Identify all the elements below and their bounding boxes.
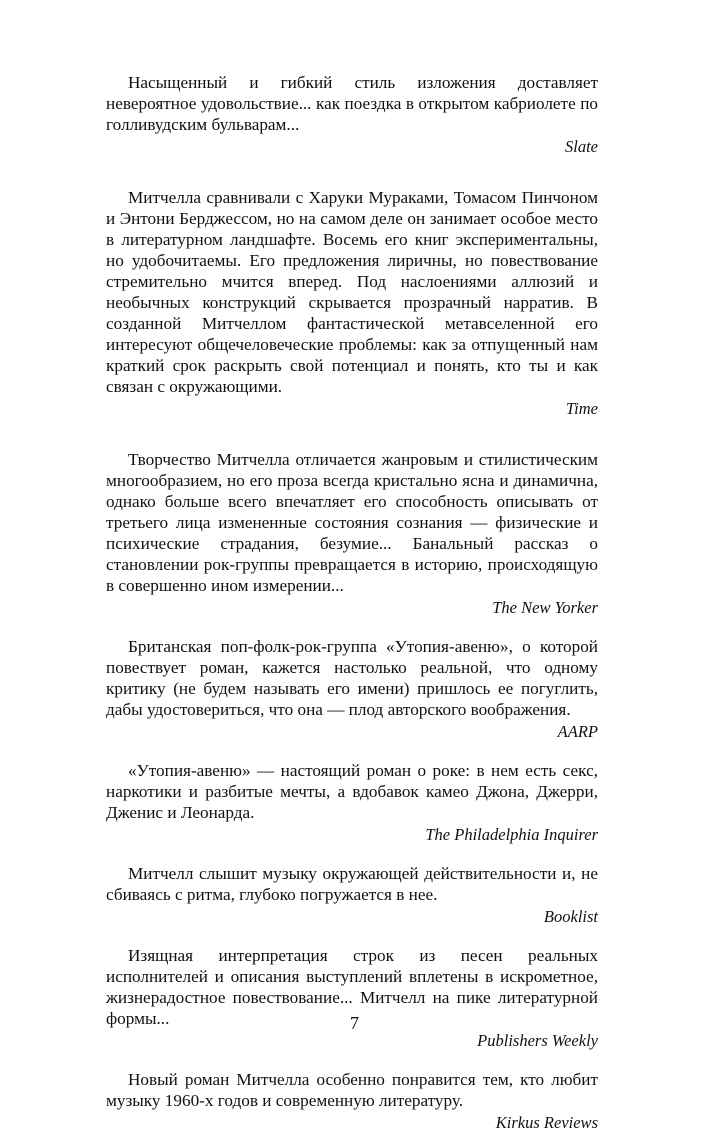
review-text: Творчество Митчелла отличается жанровым и стилистическим многообразием, но его проза всегда кристально ясна и динамична, однако больше всего впечатляет его способность описывать от третьего лица измененные состояния сознания — физические и психические страдания, безумие... Банальный рассказ о становлении рок-группы превращается в историю, происходящую в совершенно ином измерении...: [106, 450, 598, 595]
review-publishers-weekly: [106, 945, 598, 1051]
page-number: 7: [350, 1013, 359, 1033]
review-source: Slate: [565, 137, 598, 156]
review-source: Publishers Weekly: [477, 1031, 598, 1050]
review-philadelphia-inquirer: [106, 760, 598, 845]
review-source: AARP: [557, 722, 598, 741]
review-text: Митчелла сравнивали с Харуки Мураками, Томасом Пинчоном и Энтони Берджессом, но на самом деле он занимает особое место в литературном ландшафте. Восемь его книг экспериментальны, но удобочитаемы. Его предложения лиричны, но повествование стремительно мчится вперед. Под наслоениями аллюзий и необычных конструкций скрывается прозрачный нарратив. В созданной Митчеллом фантастической метавселенной его интересуют общечеловеческие проблемы: как за отпущенный нам краткий срок раскрыть свой потенциал и понять, кто ты и как связан с окружающими.: [106, 188, 598, 396]
review-booklist: [106, 863, 598, 927]
review-source: The New Yorker: [492, 598, 598, 617]
review-text: Британская поп-фолк-рок-группа «Утопия-авеню», о которой повествует роман, кажется настолько реальной, что одному критику (не будем называть его имени) пришлось ее погуглить, дабы удостовериться, что она — плод авторского воображения.: [106, 637, 598, 719]
review-new-yorker: [106, 449, 598, 618]
review-text: «Утопия-авеню» — настоящий роман о роке: в нем есть секс, наркотики и разбитые мечты, а вдобавок камео Джона, Джерри, Дженис и Леонарда.: [106, 761, 598, 822]
review-text: Новый роман Митчелла особенно понравится тем, кто любит музыку 1960-х годов и современную литературу.: [106, 1070, 598, 1110]
review-text: Изящная интерпретация строк из песен реальных исполнителей и описания выступлений вплетены в искрометное, жизнерадостное повествование... Митчелл на пике литературной формы...: [106, 946, 598, 1028]
review-time: [106, 187, 598, 419]
review-source: Time: [565, 399, 598, 418]
review-text: Митчелл слышит музыку окружающей действительности и, не сбиваясь с ритма, глубоко погружается в нее.: [106, 864, 598, 904]
review-slate: [106, 72, 598, 157]
review-kirkus-reviews: [106, 1069, 598, 1133]
review-text: Насыщенный и гибкий стиль изложения доставляет невероятное удовольствие... как поездка в открытом кабриолете по голливудским бульварам...: [106, 73, 598, 134]
review-source: The Philadelphia Inquirer: [425, 825, 598, 844]
reviews-page: [106, 72, 598, 1133]
review-source: Kirkus Reviews: [495, 1113, 598, 1132]
review-source: Booklist: [543, 907, 598, 926]
review-aarp: [106, 636, 598, 742]
